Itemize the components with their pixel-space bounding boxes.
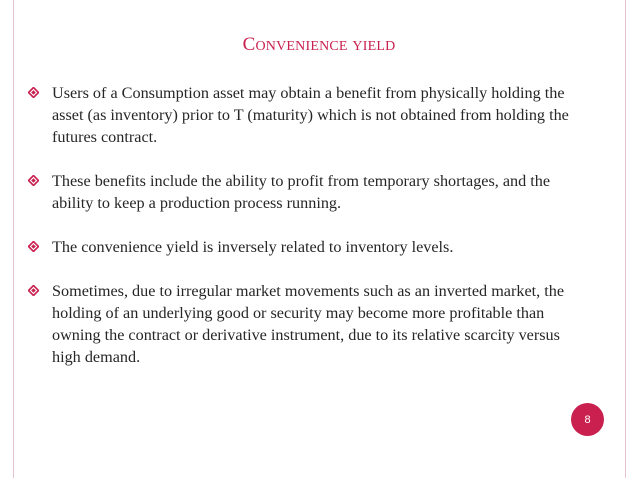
title-word-1-rest: ONVENIENCE	[255, 39, 348, 54]
hollow-diamond-bullet-icon	[28, 175, 39, 186]
bullet-item	[28, 280, 588, 368]
hollow-diamond-bullet-icon	[28, 285, 39, 296]
title-word-2: YIELD	[352, 39, 396, 54]
right-border-rule	[625, 0, 626, 478]
hollow-diamond-bullet-icon	[28, 241, 39, 252]
bullet-item	[28, 236, 588, 258]
bullet-text: Users of a Consumption asset may obtain a benefit from physically holding the asset (as inventory) prior to T (maturity) which is not obtained from holding the futures contract.	[52, 84, 569, 146]
page-number: 8	[584, 413, 591, 426]
bullet-item	[28, 82, 588, 148]
hollow-diamond-bullet-icon	[28, 87, 39, 98]
bullet-text: The convenience yield is inversely related to inventory levels.	[52, 238, 454, 256]
bullet-text: Sometimes, due to irregular market movements such as an inverted market, the holding of an underlying good or security may become more profitable than owning the contract or derivative instrument, due to its relative scarcity versus high demand.	[52, 282, 565, 366]
left-border-rule	[13, 0, 14, 478]
bullet-list	[28, 82, 588, 368]
bullet-text: These benefits include the ability to profit from temporary shortages, and the ability to keep a production process running.	[52, 172, 551, 212]
slide-title	[0, 34, 638, 56]
page-number-badge	[571, 403, 604, 436]
title-initial: C	[242, 34, 256, 55]
bullet-item	[28, 170, 588, 214]
